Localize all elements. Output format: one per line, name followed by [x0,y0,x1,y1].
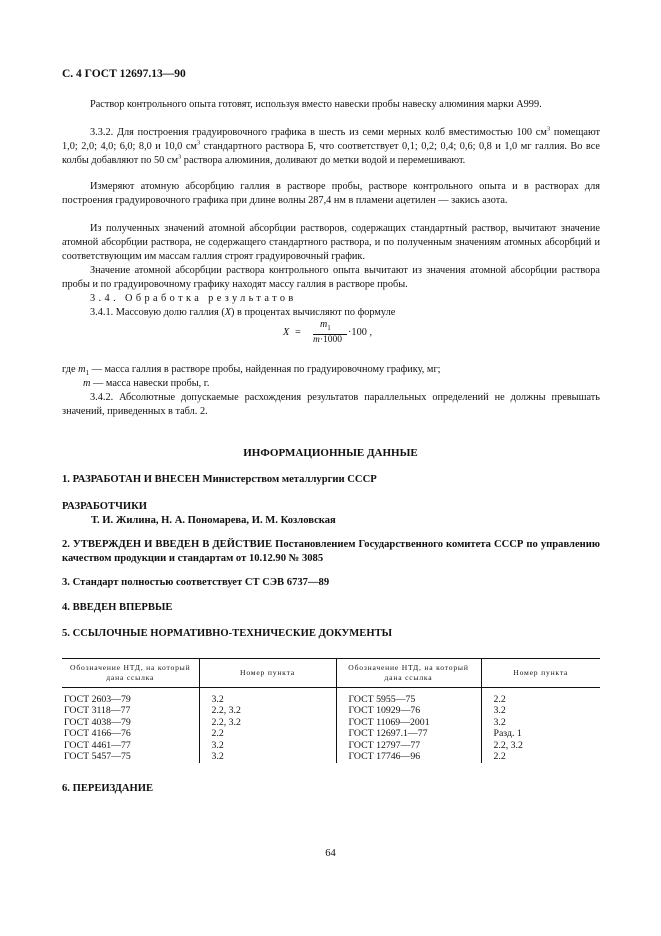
table-cell: ГОСТ 2603—79 [64,693,131,705]
paragraph-3-4-1 [90,306,395,320]
paragraph-text: 3.3.2. Для построения градуировочного графика в шесть из семи мерных колб вместимостью 100 см [90,127,547,138]
col-header-clause-1: Номер пункта [199,659,336,688]
section-heading-3-4: 3.4. Обработка результатов [90,293,297,304]
formula-denominator [313,335,342,345]
numerator-var: m [320,319,328,330]
table-cell: 2.2, 3.2 [199,705,336,717]
paragraph-text: Измеряют атомную абсорбцию галлия в растворе пробы, растворе контрольного опыта и в растворах для построения градуировочного графика при длине волны 287,4 нм в пламени ацетилен — закись азота. [62,181,600,206]
superscript: 3 [546,125,551,133]
table-cell: Разд. 1 [481,728,600,740]
variable-m1: m [78,364,86,375]
table-cell: 2.2 [481,694,600,706]
paragraph-text: раствора алюминия, доливают до метки водой и перемешивают. [181,155,466,166]
table-cell: 2.2, 3.2 [199,717,336,729]
table-cell: 3.2 [199,740,336,752]
table-row [62,751,600,763]
paragraph-3-3-2 [62,126,600,168]
table-cell: ГОСТ 5457—75 [64,751,131,762]
paragraph-subtract [62,264,600,292]
table-cell: 2.2 [481,751,600,763]
variable-m: m [83,378,91,389]
developers-title: РАЗРАБОТЧИКИ [62,501,148,512]
info-item-2 [62,538,600,566]
table-row [62,728,600,740]
table-cell: ГОСТ 12797—77 [336,740,481,752]
table-cell: ГОСТ 12697.1—77 [336,728,481,740]
paragraph-3-4-2 [62,391,600,419]
formula [283,319,403,348]
where-text: — масса галлия в растворе пробы, найденная по градуировочному графику, мг; [89,364,441,375]
references-table [62,658,600,763]
denominator-var: m [313,335,320,345]
table-cell: ГОСТ 4166—76 [64,728,131,739]
where-prefix: где [62,364,79,375]
paragraph-control-solution [62,98,600,112]
variable-x: X [224,307,232,318]
col-header-ntd-1: Обозначение НТД, на который дана ссылка [62,659,199,688]
table-header-row [62,659,600,688]
table-row [62,705,600,717]
table-cell: ГОСТ 3118—77 [64,705,131,716]
table-cell: ГОСТ 4038—79 [64,716,131,728]
formula-equals: = [295,327,301,338]
table-cell: ГОСТ 10929—76 [336,705,481,717]
paragraph-text: Раствор контрольного опыта готовят, используя вместо навески пробы навеску алюминия марки А999. [90,99,542,110]
paragraph-text: стандартного раствора Б, что соответствует 0,1; 0,2; 0,4; 0,6; 0,8 и 1,0 мг галлия. Во все колбы добавляют по 50 см [62,141,601,166]
table-cell: 2.2, 3.2 [481,740,600,752]
denominator-rest: ·1000 [319,335,343,345]
table-cell: ГОСТ 11069—2001 [336,717,481,729]
table-row [62,740,600,752]
paragraph-text: 3.4.1. Массовую долю галлия ( [90,307,225,318]
info-item-4: 4. ВВЕДЕН ВПЕРВЫЕ [62,602,173,613]
paragraph-measure [62,180,600,208]
formula-numerator [320,319,331,332]
page-header: С. 4 ГОСТ 12697.13—90 [62,68,186,80]
col-header-clause-2: Номер пункта [481,659,600,688]
where-text: — масса навески пробы, г. [90,378,210,389]
table-row [62,694,600,706]
numerator-subscript: 1 [327,324,331,332]
info-item-5: 5. ССЫЛОЧНЫЕ НОРМАТИВНО-ТЕХНИЧЕСКИЕ ДОКУМЕНТЫ [62,628,393,639]
table-cell: ГОСТ 17746—96 [336,751,481,763]
col-header-ntd-2: Обозначение НТД, на который дана ссылка [336,659,481,688]
table-cell: 2.2 [199,728,336,740]
paragraph-text: 3.4.2. Абсолютные допускаемые расхождения результатов параллельных определений не должны превышать значений, приведенных в табл. 2. [62,392,600,417]
info-item-3: 3. Стандарт полностью соответствует СТ СЭВ 6737—89 [62,577,330,588]
table-cell: 3.2 [199,751,336,763]
table-cell: ГОСТ 4461—77 [64,739,131,751]
table-cell: 3.2 [481,705,600,717]
where-line-m [83,377,209,391]
table-cell: 3.2 [481,717,600,729]
superscript: 3 [196,139,201,147]
paragraph-text: помещают 1,0; 2,0; 4,0; 6,0; 8,0 и 10,0 см [62,127,600,152]
developers-list: Т. И. Жилина, Н. А. Пономарева, И. М. Козловская [91,515,336,526]
formula-tail: ·100 , [348,327,373,338]
info-item-6: 6. ПЕРЕИЗДАНИЕ [62,783,154,794]
paragraph-calibration [62,222,600,264]
formula-lhs: X [283,327,290,338]
superscript: 3 [177,153,182,161]
table-cell: 3.2 [199,694,336,706]
info-section-title: ИНФОРМАЦИОННЫЕ ДАННЫЕ [243,447,418,459]
info-item-2-text: 2. УТВЕРЖДЕН И ВВЕДЕН В ДЕЙСТВИЕ Постановлением Государственного комитета СССР по управлению качеством продукции и стандартам от 10.12.90 № 3085 [62,539,600,564]
table-row [62,717,600,729]
page-number: 64 [325,848,336,859]
paragraph-text: Из полученных значений атомной абсорбции растворов, содержащих стандартный раствор, вычитают значение атомной абсорбции раствора, не содержащего стандартного раствора, и по полученным значениям атомных абсорбций и соответствующим им массам галлия строят градуировочный график. [62,223,600,262]
info-item-1: 1. РАЗРАБОТАН И ВНЕСЕН Министерством металлургии СССР [62,474,377,485]
table-cell: ГОСТ 5955—75 [336,694,481,706]
paragraph-text: ) в процентах вычисляют по формуле [231,307,396,318]
subscript: 1 [85,369,90,378]
paragraph-text: Значение атомной абсорбции раствора контрольного опыта вычитают из значения атомной абсорбции раствора пробы и по градуировочному графику находят массу галлия в растворе пробы. [62,265,600,290]
